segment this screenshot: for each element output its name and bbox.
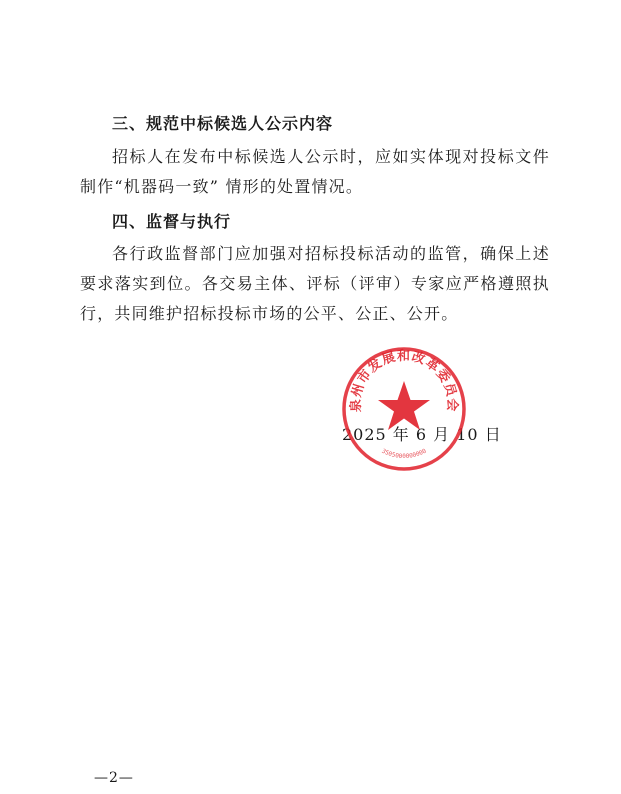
document-date: 2025 年 6 月 10 日 bbox=[342, 425, 502, 444]
seal-text: 泉州市发展和改革委员会 bbox=[348, 348, 460, 413]
seal-star-icon bbox=[378, 381, 430, 430]
section-paragraph-3: 招标人在发布中标候选人公示时，应如实体现对投标文件制作“机器码一致” 情形的处置情况。 bbox=[80, 147, 550, 196]
page-number: —2— bbox=[94, 770, 134, 786]
section-heading-3: 三、规范中标候选人公示内容 bbox=[112, 114, 334, 133]
official-seal bbox=[340, 345, 468, 473]
section-paragraph-4: 各行政监督部门应加强对招标投标活动的监管，确保上述要求落实到位。各交易主体、评标（评审）专家应严格遵照执行，共同维护招标投标市场的公平、公正、公开。 bbox=[80, 244, 550, 323]
section-heading-4: 四、监督与执行 bbox=[112, 212, 232, 231]
seal-serial: 3505000000000 bbox=[380, 447, 428, 461]
